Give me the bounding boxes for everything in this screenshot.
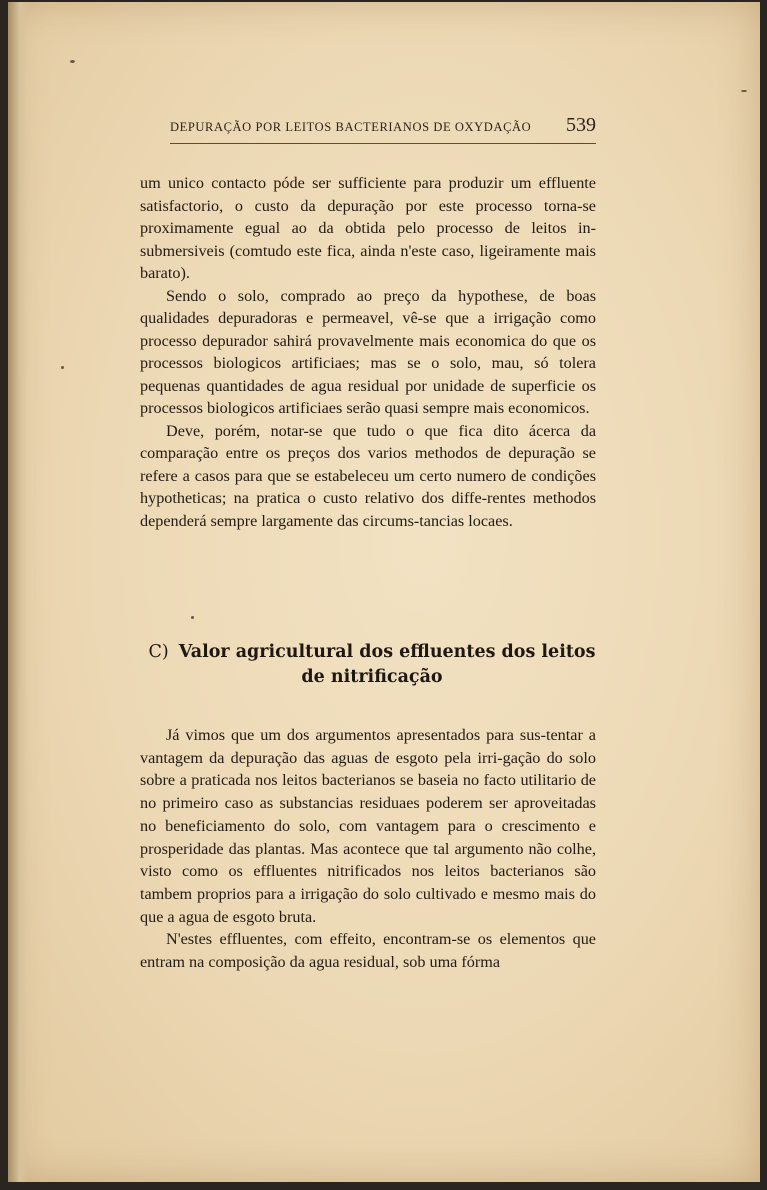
page-header (170, 114, 596, 144)
paper-speck (61, 366, 64, 369)
paper-speck (191, 616, 194, 619)
page-number: 539 (566, 114, 596, 136)
paragraph: Deve, porém, notar-se que tudo o que fica dito ácerca da comparação entre os preços dos varios methodos de depuração se refere a casos para que se estabeleceu um certo numero de condições hypotheticas; na pratica o custo relativo dos diffe-rentes methodos dependerá sempre largamente das circums-tancias locaes. (140, 421, 596, 530)
paragraph: Sendo o solo, comprado ao preço da hypothese, de boas qualidades depuradoras e permeavel, vê-se que a irrigação como processo depurador sahirá provavelmente mais economica do que os processos biologicos artificiaes; mas se o solo, mau, só tolera pequenas quantidades de agua residual por unidade de superficie os processos biologicos artificiaes serão quasi sempre mais economicos. (140, 286, 596, 417)
paper-speck (70, 60, 75, 63)
section-heading (148, 640, 596, 690)
running-title: DEPURAÇÃO POR LEITOS BACTERIANOS DE OXYDAÇÃO (170, 120, 532, 134)
section-label: C) (148, 642, 169, 662)
page-edge-shadow (8, 2, 28, 1182)
section-title-line-2: de nitrificação (301, 667, 443, 687)
paragraph: Já vimos que um dos argumentos apresentados para sus-tentar a vantagem da depuração das aguas de esgoto pela irri-gação do solo sobre a praticada nos leitos bacterianos se baseia no facto utilitario de no primeiro caso as substancias residuaes poderem ser aproveitadas no beneficiamento do solo, com vantagem para o crescimento e prosperidade das plantas. Mas acontece que tal argumento não colhe, visto como os effluentes nitrificados nos leitos bacterianos são tambem proprios para a irrigação do solo cultivado e mesmo mais do que a agua de esgoto bruta. (140, 726, 596, 926)
section-title-line-1: Valor agricultural dos effluentes dos leitos (178, 642, 596, 662)
paper-speck (741, 90, 747, 92)
paragraph: N'estes effluentes, com effeito, encontram-se os elementos que entram na composição da agua residual, sob uma fórma (140, 930, 596, 972)
body-text (140, 172, 596, 532)
section-body-text (140, 724, 596, 974)
book-page (8, 2, 760, 1182)
paragraph: um unico contacto póde ser sufficiente para produzir um effluente satisfactorio, o custo da depuração por este processo torna-se proximamente egual ao da obtida pelo processo de leitos in-submersiveis (comtudo este fica, ainda n'este caso, ligeiramente mais barato). (140, 174, 596, 282)
